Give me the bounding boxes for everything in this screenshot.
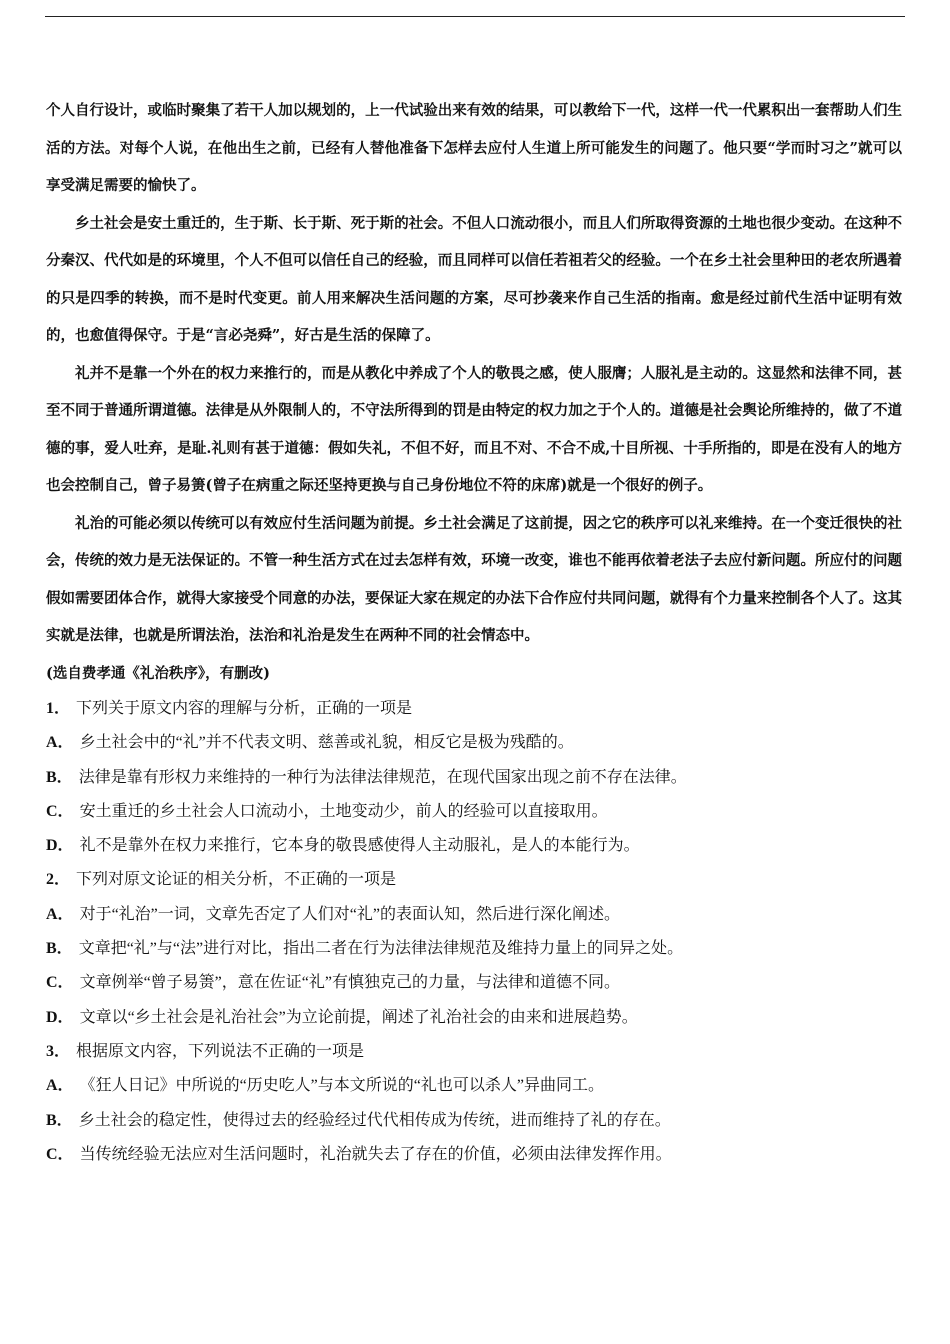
passage-paragraph: 乡土社会是安土重迁的，生于斯、长于斯、死于斯的社会。不但人口流动很小，而且人们所取得资源的土地也很少变动。在这种不分秦汉、代代如是的环境里，个人不但可以信任自己的经验，而且同样可以信任若祖若父的经验。一个在乡土社会里种田的老农所遇着的只是四季的转换，而不是时代变更。前人用来解决生活问题的方案，尽可抄袭来作自己生活的指南。愈是经过前代生活中证明有效的，也愈值得保守。于是“言必尧舜”，好古是生活的保障了。 <box>46 214 902 344</box>
document-body <box>46 92 902 1172</box>
option-c[interactable] <box>46 795 902 829</box>
header-rule <box>45 16 905 17</box>
option-letter: B． <box>46 940 73 958</box>
question-text: 下列对原文论证的相关分析，不正确的一项是 <box>76 871 397 889</box>
passage-paragraph: 礼并不是靠一个外在的权力来推行的，而是从教化中养成了个人的敬畏之感，使人服膺；人服礼是主动的。这显然和法律不同，甚至不同于普通所谓道德。法律是从外限制人的，不守法所得到的罚是由特定的权力加之于个人的。道德是社会舆论所维持的，做了不道德的事，爱人吐弃，是耻.礼则有甚于道德：假如失礼，不但不好，而且不对、不合不成,十目所视、十手所指的，即是在没有人的地方也会控制自己，曾子易箦(曾子在病重之际还坚持更换与自己身份地位不符的床席)就是一个很好的例子。 <box>46 364 902 494</box>
question-text: 根据原文内容，下列说法不正确的一项是 <box>76 1042 365 1060</box>
option-a[interactable] <box>46 898 902 932</box>
option-text: 当传统经验无法应对生活问题时，礼治就失去了存在的价值，必须由法律发挥作用。 <box>79 1145 672 1163</box>
option-text: 文章例举“曾子易箦”，意在佐证“礼”有慎独克己的力量，与法律和道德不同。 <box>79 974 620 992</box>
question-list <box>46 692 902 1172</box>
option-letter: A． <box>46 1077 74 1095</box>
option-letter: A． <box>46 734 74 752</box>
option-letter: A． <box>46 905 74 923</box>
passage-paragraph: 礼治的可能必须以传统可以有效应付生活问题为前提。乡土社会满足了这前提，因之它的秩序可以礼来维持。在一个变迁很快的社会，传统的效力是无法保证的。不管一种生活方式在过去怎样有效，环境一改变，谁也不能再依着老法子去应付新问题。所应付的问题假如需要团体合作，就得大家接受个同意的办法，要保证大家在规定的办法下合作应付共同问题，就得有个力量来控制各个人了。这其实就是法律，也就是所谓法治，法治和礼治是发生在两种不同的社会情态中。 <box>46 514 902 644</box>
question-2 <box>46 863 902 1034</box>
passage-source: (选自费孝通《礼治秩序》，有删改) <box>46 664 270 682</box>
option-letter: D． <box>46 837 74 855</box>
question-number: 2． <box>46 871 71 889</box>
passage-paragraph: 个人自行设计，或临时聚集了若干人加以规划的，上一代试验出来有效的结果，可以教给下一代，这样一代一代累积出一套帮助人们生活的方法。对每个人说，在他出生之前，已经有人替他准备下怎样去应付人生道上所可能发生的问题了。他只要“学而时习之”就可以享受满足需要的愉快了。 <box>46 102 902 194</box>
option-letter: B． <box>46 768 73 786</box>
option-text: 法律是靠有形权力来维持的一种行为法律法律规范，在现代国家出现之前不存在法律。 <box>78 768 687 786</box>
option-b[interactable] <box>46 932 902 966</box>
option-c[interactable] <box>46 966 902 1000</box>
option-c[interactable] <box>46 1138 902 1172</box>
option-b[interactable] <box>46 1104 902 1138</box>
option-text: 文章以“乡土社会是礼治社会”为立论前提，阐述了礼治社会的由来和进展趋势。 <box>79 1008 638 1026</box>
option-a[interactable] <box>46 1069 902 1103</box>
reading-passage <box>46 92 902 692</box>
option-text: 《狂人日记》中所说的“历史吃人”与本文所说的“礼也可以杀人”异曲同工。 <box>79 1077 604 1095</box>
question-text: 下列关于原文内容的理解与分析，正确的一项是 <box>76 700 413 717</box>
option-text: 乡土社会的稳定性，使得过去的经验经过代代相传成为传统，进而维持了礼的存在。 <box>78 1111 671 1129</box>
option-a[interactable] <box>46 726 902 760</box>
option-text: 文章把“礼”与“法”进行对比，指出二者在行为法律法律规范及维持力量上的同异之处。 <box>78 940 684 958</box>
question-stem <box>46 863 902 897</box>
question-1 <box>46 692 902 863</box>
question-3 <box>46 1035 902 1172</box>
question-stem <box>46 1035 902 1069</box>
option-letter: D． <box>46 1008 74 1026</box>
question-number: 3． <box>46 1042 71 1060</box>
question-number: 1． <box>46 700 71 717</box>
option-letter: B． <box>46 1111 73 1129</box>
question-stem <box>46 692 902 726</box>
option-letter: C． <box>46 802 74 820</box>
option-letter: C． <box>46 1145 74 1163</box>
option-text: 乡土社会中的“礼”并不代表文明、慈善或礼貌，相反它是极为残酷的。 <box>79 734 574 752</box>
option-text: 礼不是靠外在权力来推行，它本身的敬畏感使得人主动服礼，是人的本能行为。 <box>79 837 640 855</box>
option-d[interactable] <box>46 829 902 863</box>
option-letter: C． <box>46 974 74 992</box>
option-text: 安土重迁的乡土社会人口流动小，土地变动少，前人的经验可以直接取用。 <box>79 802 608 820</box>
option-text: 对于“礼治”一词，文章先否定了人们对“礼”的表面认知，然后进行深化阐述。 <box>79 905 620 923</box>
option-b[interactable] <box>46 761 902 795</box>
option-d[interactable] <box>46 1001 902 1035</box>
